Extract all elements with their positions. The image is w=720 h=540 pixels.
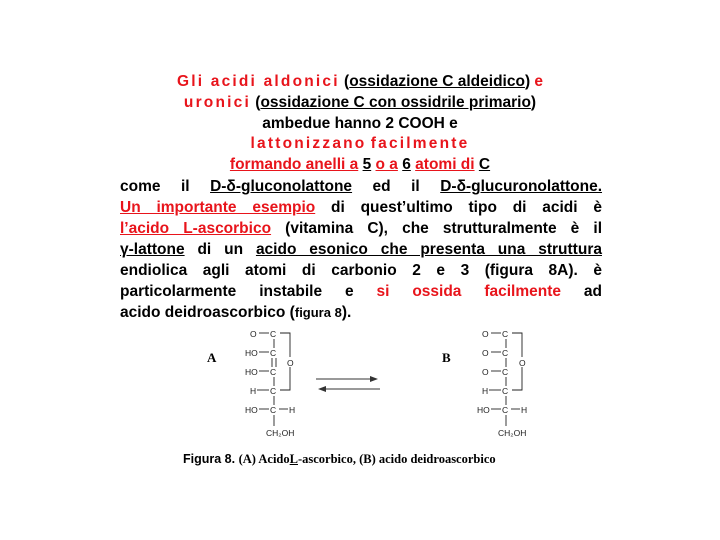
svg-text:HO: HO [245, 405, 258, 415]
figure-label-a: A [207, 350, 217, 365]
body-line-2: Un importante esempio di quest’ultimo tipo di acidi è [120, 199, 602, 216]
structure-dehydroascorbic-acid [476, 324, 536, 449]
title-line-4: lattonizzano facilmente [250, 135, 470, 152]
figure-caption: Figura 8. (A) AcidoL-ascorbico, (B) acido deidroascorbico [183, 452, 496, 466]
svg-text:C: C [270, 329, 277, 339]
svg-text:O: O [519, 358, 526, 368]
equilibrium-arrows-icon [314, 372, 382, 396]
title-line-3: ambedue hanno 2 COOH e [262, 115, 458, 132]
svg-text:C: C [502, 348, 509, 358]
svg-text:C: C [270, 405, 277, 415]
svg-text:H: H [250, 386, 257, 396]
structure-ascorbic-acid [244, 324, 304, 449]
svg-text:H: H [482, 386, 489, 396]
svg-text:O: O [482, 329, 489, 339]
svg-text:H: H [289, 405, 296, 415]
equilibrium-arrows [314, 372, 382, 401]
svg-text:C: C [502, 405, 509, 415]
svg-text:O: O [250, 329, 257, 339]
svg-text:HO: HO [245, 348, 258, 358]
svg-text:C: C [502, 367, 509, 377]
svg-text:O: O [287, 358, 294, 368]
svg-text:C: C [270, 386, 277, 396]
body-line-5: endiolica agli atomi di carbonio 2 e 3 (figura 8A). è [120, 262, 602, 279]
svg-text:C: C [270, 367, 277, 377]
svg-text:CH₂OH: CH₂OH [266, 428, 295, 438]
svg-text:H: H [521, 405, 528, 415]
ascorbic-acid-diagram [244, 324, 304, 444]
body-line-3: l’acido L-ascorbico (vitamina C), che strutturalmente è il [120, 220, 603, 237]
svg-text:HO: HO [245, 367, 258, 377]
svg-text:O: O [482, 367, 489, 377]
svg-text:C: C [502, 329, 509, 339]
svg-text:C: C [502, 386, 509, 396]
dehydroascorbic-acid-diagram [476, 324, 536, 444]
svg-text:CH₂OH: CH₂OH [498, 428, 527, 438]
body-line-1: come il D-δ-gluconolattone ed il D-δ-glucuronolattone. [120, 178, 603, 195]
title-line-2: uronici (ossidazione C con ossidrile primario) [183, 94, 537, 111]
body-line-7: acido deidroascorbico (figura 8). [120, 304, 352, 321]
title-line-5: formando anelli a 5 o a 6 atomi di C [229, 156, 491, 173]
body-line-6: particolarmente instabile e si ossida facilmente ad [120, 283, 602, 300]
svg-text:O: O [482, 348, 489, 358]
svg-text:HO: HO [477, 405, 490, 415]
body-line-4: γ-lattone di un acido esonico che presenta una struttura [120, 241, 602, 258]
title-line-1: Gli acidi aldonici (ossidazione C aldeidico) e [176, 73, 544, 90]
figure-label-b: B [442, 350, 451, 365]
svg-text:C: C [270, 348, 277, 358]
